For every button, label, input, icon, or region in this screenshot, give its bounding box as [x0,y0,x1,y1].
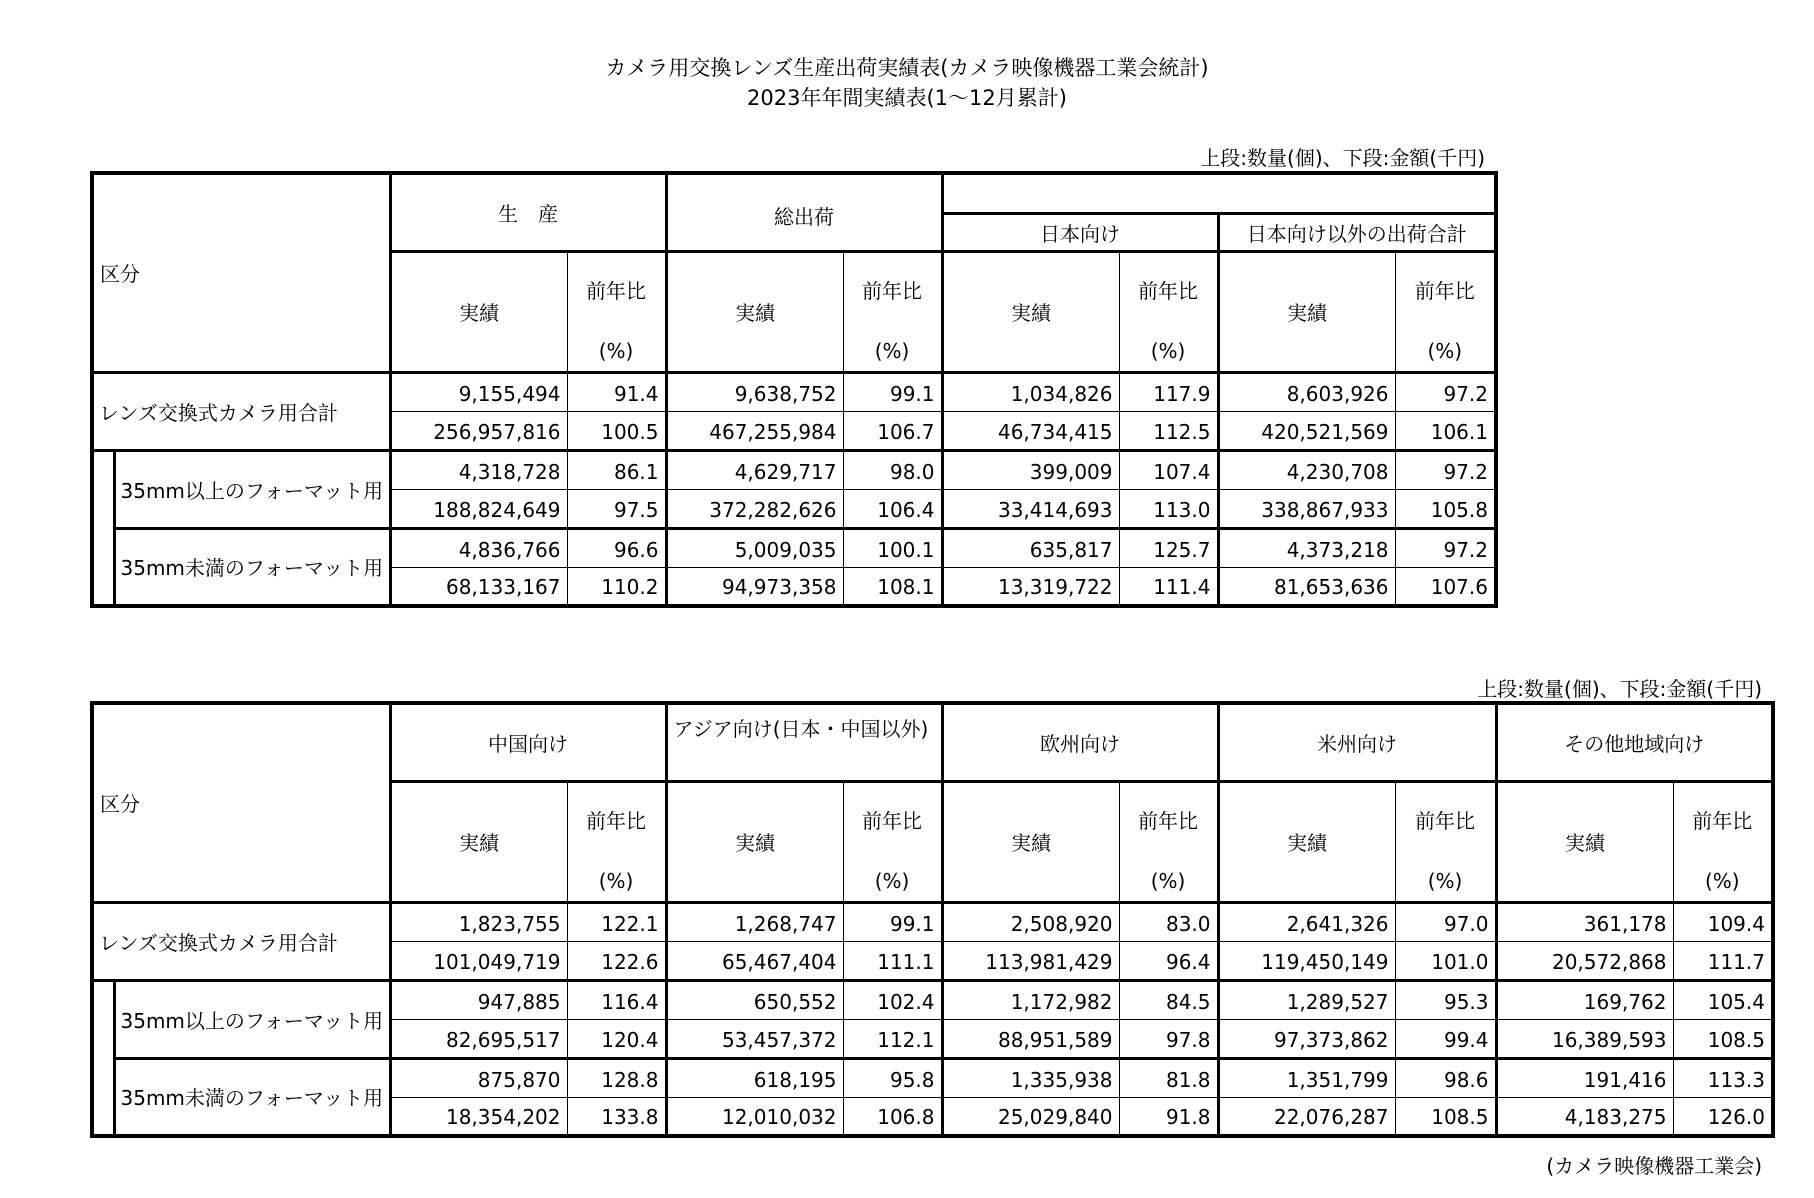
prev-ratio-label: 前年比 [862,808,922,833]
cell: 420,521,569 [1218,411,1395,450]
cell: 4,183,275 [1496,1097,1673,1136]
cell: 106.4 [843,489,942,528]
cell: 97.8 [1119,1019,1218,1058]
cell: 5,009,035 [666,528,843,567]
cell: 2,508,920 [942,902,1119,941]
cell: 96.4 [1119,941,1218,980]
pct-label: (%) [598,868,634,893]
cell: 20,572,868 [1496,941,1673,980]
cell: 169,762 [1496,980,1673,1019]
col-actual: 実績 [1218,781,1395,902]
cell: 108.5 [1673,1019,1773,1058]
cell: 96.6 [567,528,666,567]
cell: 112.5 [1119,411,1218,450]
cell: 106.1 [1395,411,1496,450]
cell: 122.1 [567,902,666,941]
cell: 107.4 [1119,450,1218,489]
cell: 107.6 [1395,567,1496,606]
production-shipment-table [90,171,1498,608]
cell: 122.6 [567,941,666,980]
col-actual: 実績 [390,781,567,902]
cell: 1,172,982 [942,980,1119,1019]
cell: 111.4 [1119,567,1218,606]
group-header-non-japan: 日本向け以外の出荷合計 [1218,213,1496,251]
cell: 188,824,649 [390,489,567,528]
cell: 119,450,149 [1218,941,1395,980]
prev-ratio-label: 前年比 [862,278,922,303]
cell: 4,836,766 [390,528,567,567]
cell: 117.9 [1119,372,1218,411]
cell: 97.2 [1395,450,1496,489]
cell: 97.5 [567,489,666,528]
group-header-americas: 米州向け [1218,703,1496,781]
cell: 81.8 [1119,1058,1218,1097]
cell: 106.8 [843,1097,942,1136]
cell: 97.0 [1395,902,1496,941]
cell: 46,734,415 [942,411,1119,450]
regional-shipment-table [90,701,1775,1138]
group-header-japan: 日本向け [942,213,1218,251]
indent-spacer [92,980,114,1136]
col-actual: 実績 [666,781,843,902]
cell: 372,282,626 [666,489,843,528]
pct-label: (%) [1150,868,1186,893]
prev-ratio-label: 前年比 [1415,808,1475,833]
pct-label: (%) [1704,868,1740,893]
unit-note-2: 上段:数量(個)、下段:金額(千円) [1477,677,1762,701]
col-prev-ratio [567,781,666,902]
col-actual: 実績 [666,251,843,372]
cell: 105.8 [1395,489,1496,528]
source-footer: (カメラ映像機器工業会) [1546,1154,1762,1178]
cell: 13,319,722 [942,567,1119,606]
col-prev-ratio [567,251,666,372]
cell: 875,870 [390,1058,567,1097]
cell: 91.4 [567,372,666,411]
cell: 97.2 [1395,372,1496,411]
row-label-total: レンズ交換式カメラ用合計 [92,902,390,980]
cell: 108.5 [1395,1097,1496,1136]
pct-label: (%) [1427,868,1463,893]
col-actual: 実績 [942,781,1119,902]
cell: 97,373,862 [1218,1019,1395,1058]
prev-ratio-label: 前年比 [586,808,646,833]
cell: 126.0 [1673,1097,1773,1136]
cell: 95.8 [843,1058,942,1097]
group-header-production: 生 産 [390,173,666,251]
col-prev-ratio [843,781,942,902]
cell: 191,416 [1496,1058,1673,1097]
cell: 125.7 [1119,528,1218,567]
row-label-35up: 35mm以上のフォーマット用 [114,980,390,1058]
cell: 108.1 [843,567,942,606]
row-label-total: レンズ交換式カメラ用合計 [92,372,390,450]
cell: 91.8 [1119,1097,1218,1136]
cell: 95.3 [1395,980,1496,1019]
cell: 109.4 [1673,902,1773,941]
col-actual: 実績 [1496,781,1673,902]
cell: 33,414,693 [942,489,1119,528]
cell: 99.4 [1395,1019,1496,1058]
cell: 4,318,728 [390,450,567,489]
cell: 113,981,429 [942,941,1119,980]
group-header-europe: 欧州向け [942,703,1218,781]
pct-label: (%) [1150,338,1186,363]
col-prev-ratio [843,251,942,372]
prev-ratio-label: 前年比 [1138,808,1198,833]
unit-note-1: 上段:数量(個)、下段:金額(千円) [1200,146,1485,170]
cell: 94,973,358 [666,567,843,606]
cell: 467,255,984 [666,411,843,450]
cell: 9,638,752 [666,372,843,411]
cell: 100.1 [843,528,942,567]
col-actual: 実績 [390,251,567,372]
blank-header-cell [942,173,1496,213]
cell: 1,268,747 [666,902,843,941]
cell: 1,034,826 [942,372,1119,411]
cell: 83.0 [1119,902,1218,941]
cell: 113.0 [1119,489,1218,528]
cell: 4,629,717 [666,450,843,489]
cell: 4,373,218 [1218,528,1395,567]
cell: 1,351,799 [1218,1058,1395,1097]
pct-label: (%) [598,338,634,363]
cell: 100.5 [567,411,666,450]
cell: 947,885 [390,980,567,1019]
cell: 1,335,938 [942,1058,1119,1097]
cell: 25,029,840 [942,1097,1119,1136]
cell: 18,354,202 [390,1097,567,1136]
prev-ratio-label: 前年比 [1138,278,1198,303]
cell: 105.4 [1673,980,1773,1019]
row-label-35down: 35mm未満のフォーマット用 [114,1058,390,1136]
cell: 399,009 [942,450,1119,489]
cell: 86.1 [567,450,666,489]
cell: 99.1 [843,902,942,941]
col-prev-ratio [1395,781,1496,902]
col-prev-ratio [1119,781,1218,902]
cell: 1,289,527 [1218,980,1395,1019]
group-header-china: 中国向け [390,703,666,781]
cell: 110.2 [567,567,666,606]
cell: 635,817 [942,528,1119,567]
cell: 1,823,755 [390,902,567,941]
cell: 97.2 [1395,528,1496,567]
cell: 99.1 [843,372,942,411]
cell: 128.8 [567,1058,666,1097]
cell: 81,653,636 [1218,567,1395,606]
row-label-35up: 35mm以上のフォーマット用 [114,450,390,528]
prev-ratio-label: 前年比 [1692,808,1753,833]
cell: 101.0 [1395,941,1496,980]
prev-ratio-label: 前年比 [586,278,646,303]
indent-spacer [92,450,114,606]
cell: 338,867,933 [1218,489,1395,528]
cell: 84.5 [1119,980,1218,1019]
cell: 98.0 [843,450,942,489]
cell: 82,695,517 [390,1019,567,1058]
col-prev-ratio [1119,251,1218,372]
cell: 88,951,589 [942,1019,1119,1058]
pct-label: (%) [1427,338,1463,363]
group-header-asia: アジア向け(日本・中国以外) [666,703,942,781]
cell: 361,178 [1496,902,1673,941]
cell: 133.8 [567,1097,666,1136]
cell: 116.4 [567,980,666,1019]
cell: 113.3 [1673,1058,1773,1097]
cell: 256,957,816 [390,411,567,450]
cell: 2,641,326 [1218,902,1395,941]
report-subtitle: 2023年年間実績表(1〜12月累計) [747,86,1067,110]
pct-label: (%) [874,868,910,893]
cell: 650,552 [666,980,843,1019]
cell: 106.7 [843,411,942,450]
cell: 65,467,404 [666,941,843,980]
col-actual: 実績 [1218,251,1395,372]
group-header-total-shipment: 総出荷 [666,173,942,251]
cell: 9,155,494 [390,372,567,411]
cell: 111.7 [1673,941,1773,980]
col-actual: 実績 [942,251,1119,372]
cell: 8,603,926 [1218,372,1395,411]
cell: 68,133,167 [390,567,567,606]
report-title: カメラ用交換レンズ生産出荷実績表(カメラ映像機器工業会統計) [605,56,1209,80]
cell: 102.4 [843,980,942,1019]
cell: 111.1 [843,941,942,980]
kubun-header: 区分 [92,703,390,902]
col-prev-ratio [1395,251,1496,372]
cell: 4,230,708 [1218,450,1395,489]
cell: 120.4 [567,1019,666,1058]
kubun-header: 区分 [92,173,390,372]
group-header-other: その他地域向け [1496,703,1773,781]
cell: 53,457,372 [666,1019,843,1058]
cell: 12,010,032 [666,1097,843,1136]
cell: 101,049,719 [390,941,567,980]
cell: 16,389,593 [1496,1019,1673,1058]
row-label-35down: 35mm未満のフォーマット用 [114,528,390,606]
cell: 98.6 [1395,1058,1496,1097]
prev-ratio-label: 前年比 [1414,278,1475,303]
col-prev-ratio [1673,781,1773,902]
cell: 22,076,287 [1218,1097,1395,1136]
pct-label: (%) [874,338,910,363]
cell: 618,195 [666,1058,843,1097]
cell: 112.1 [843,1019,942,1058]
